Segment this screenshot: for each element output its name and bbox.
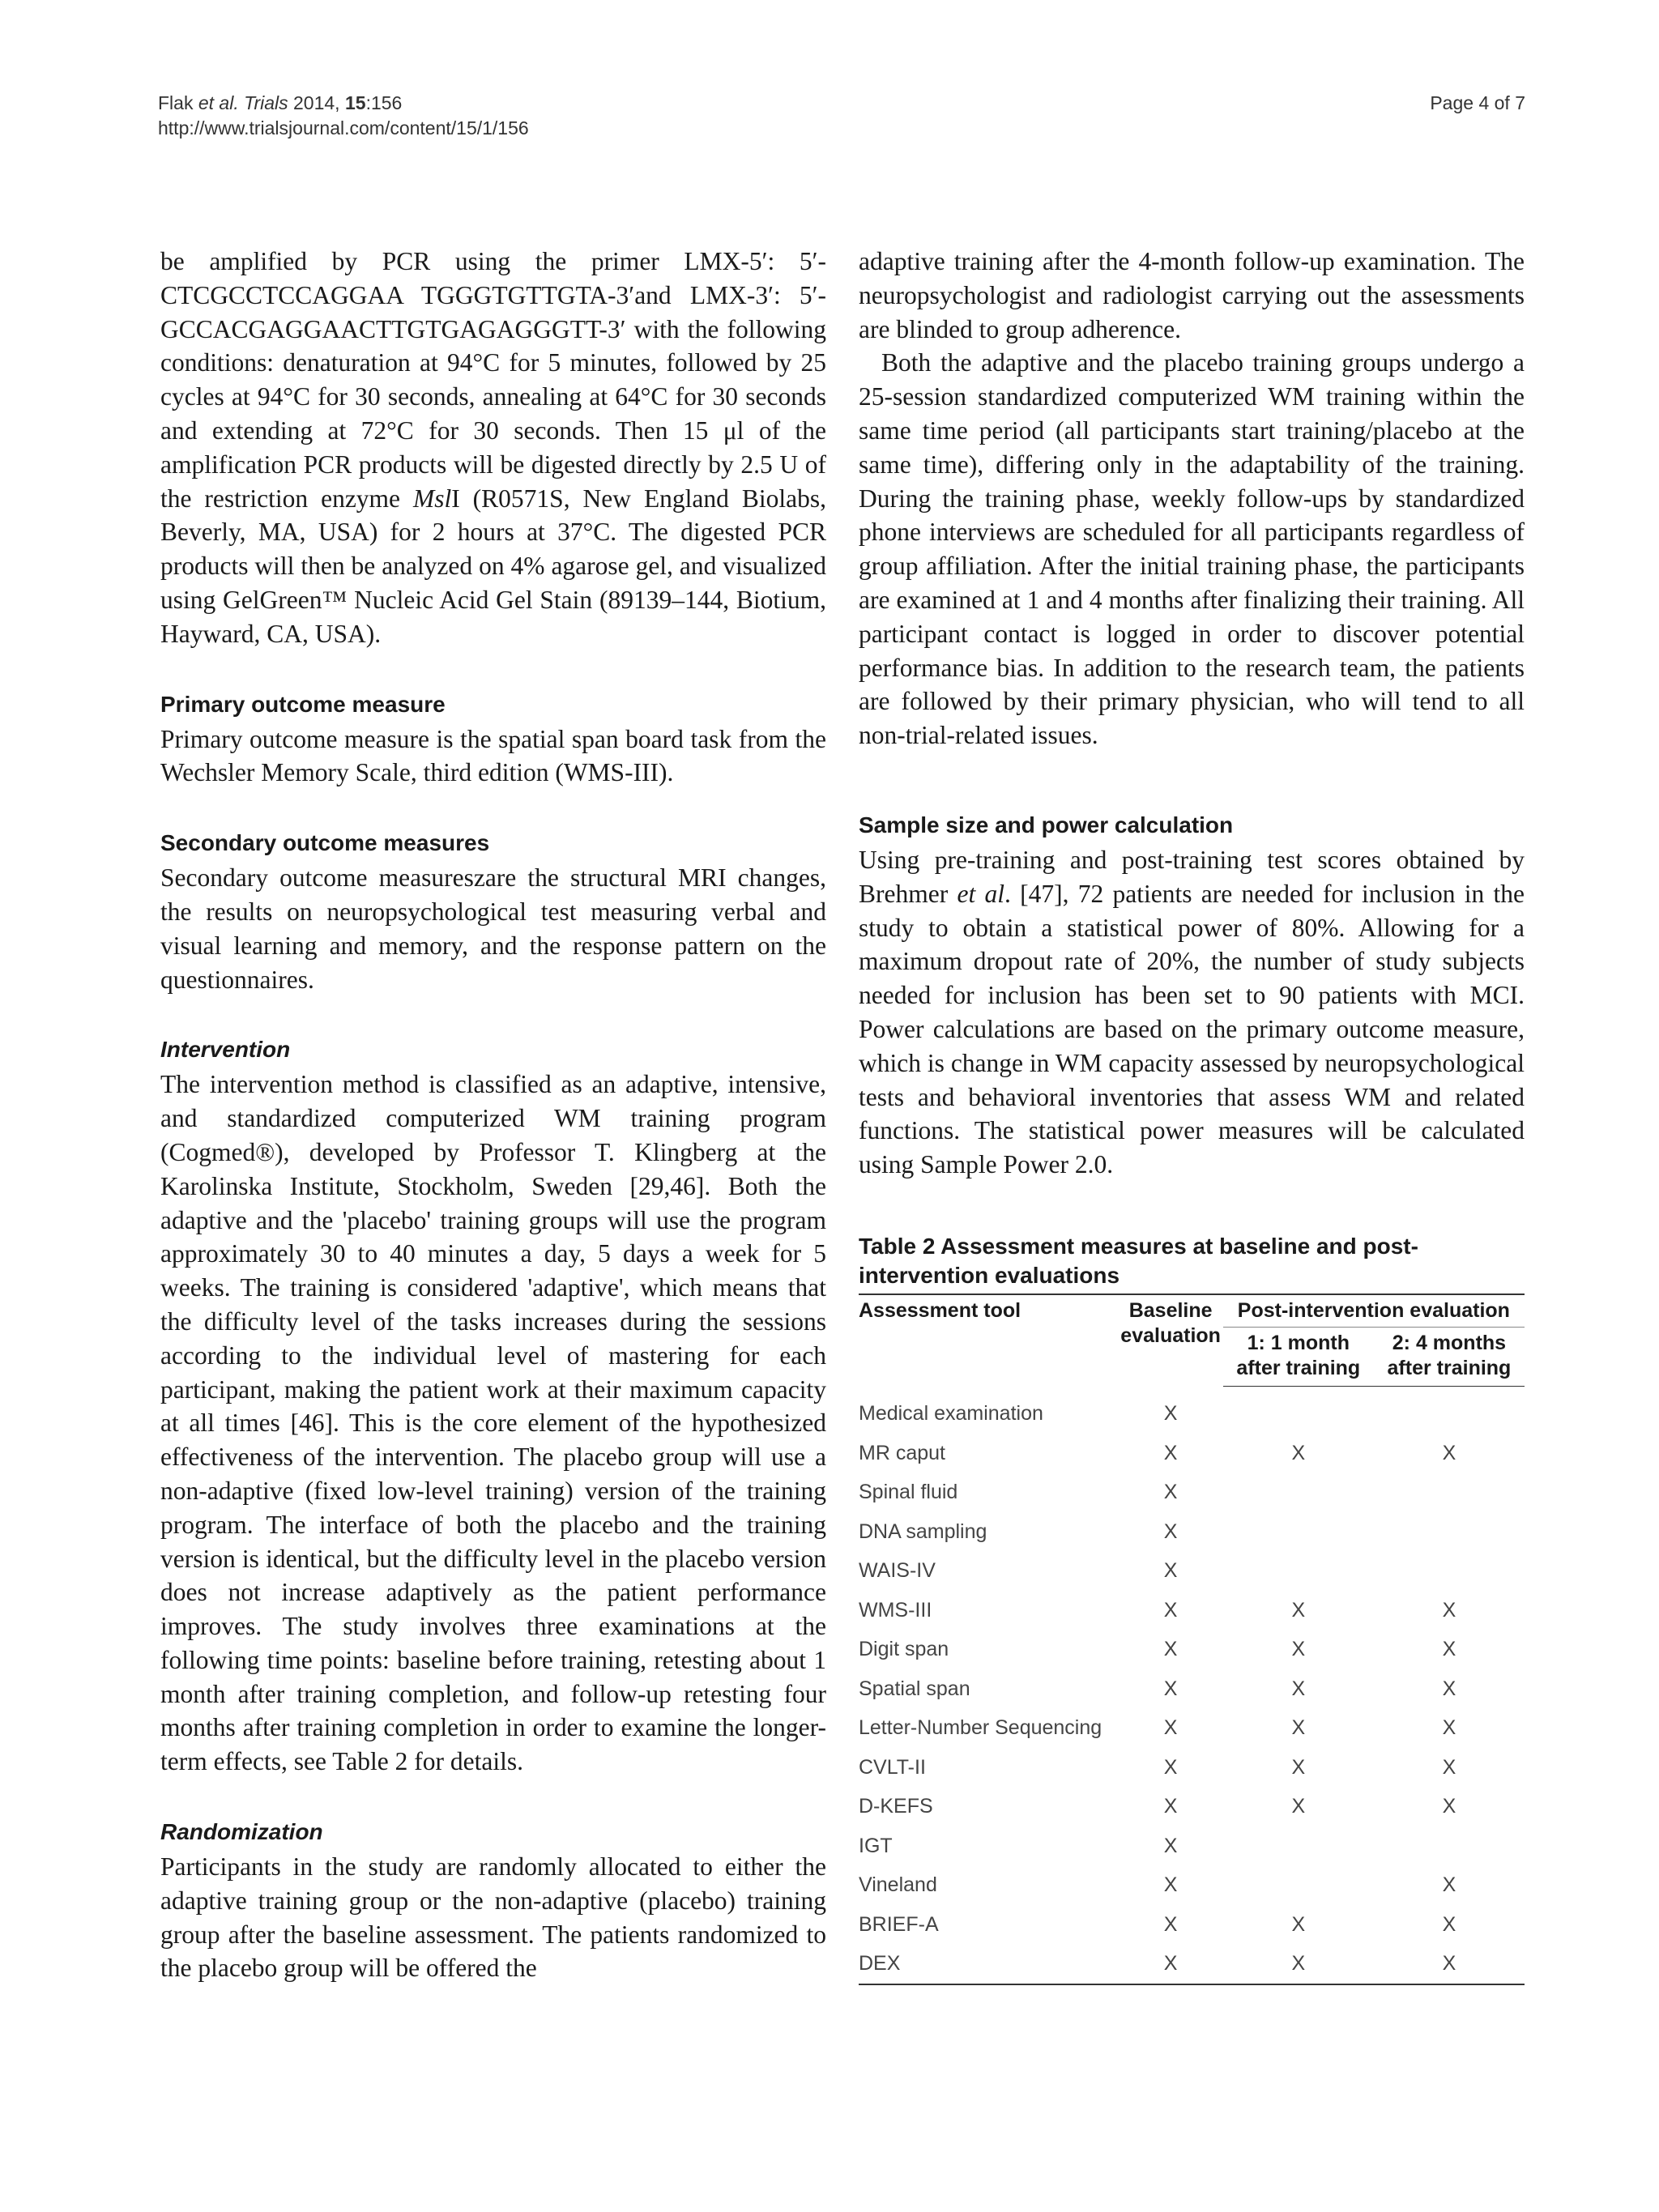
left-column (160, 245, 826, 1985)
cell-tool: Letter-Number Sequencing (859, 1716, 1102, 1740)
section-heading-primary: Primary outcome measure (160, 691, 446, 717)
table-row (859, 1945, 1525, 1985)
cell-tool: WMS-III (859, 1598, 932, 1622)
cell-tool: MR caput (859, 1441, 945, 1464)
cell-1-month: X (1291, 1795, 1306, 1818)
cell-baseline: X (1163, 1481, 1178, 1504)
training-groups-paragraph: Both the adaptive and the placebo training groups undergo a 25-session standardized computerized WM training within the same time period (all participants start training/placebo at the same time), differing only in the adaptability of the training. During the training phase, weekly follow-ups by standardized phone interviews are scheduled for all participants regardless of group affiliation. After the initial training phase, the participants are examined at 1 and 4 months after finalizing their training. All participant contact is logged in order to discover potential performance bias. In addition to the research team, the patients are followed by their primary physician, who will tend to all non-trial-related issues. (859, 348, 1525, 750)
cell-4-months (1374, 1512, 1525, 1552)
col-header-tool: Assessment tool (859, 1294, 1119, 1387)
page-number: Page 4 of 7 (1430, 92, 1525, 113)
cell-1-month (1223, 1866, 1374, 1906)
cell-baseline: X (1163, 1402, 1178, 1426)
col-header-baseline: Baseline evaluation (1119, 1294, 1223, 1387)
cell-baseline: X (1163, 1795, 1178, 1818)
cell-tool: DEX (859, 1945, 1119, 1985)
cell-baseline: X (1163, 1638, 1178, 1661)
table-row (859, 1552, 1525, 1592)
citation-line: Flak et al. Trials 2014, 15:156 (158, 92, 403, 113)
cell-baseline: X (1163, 1441, 1178, 1464)
cell-1-month (1223, 1826, 1374, 1866)
table-row (859, 1748, 1525, 1788)
section-heading-secondary: Secondary outcome measures (160, 830, 490, 856)
cell-1-month: X (1291, 1441, 1306, 1464)
cell-tool: Medical examination (859, 1402, 1043, 1426)
assessment-table (859, 1294, 1525, 1986)
cell-4-months: X (1442, 1598, 1456, 1622)
randomization-paragraph: Participants in the study are randomly allocated to either the adaptive training group or the non-adaptive (placebo) training group after the baseline assessment. The patients randomized to the placebo group will be offered the (160, 1852, 826, 1983)
cell-baseline: X (1163, 1755, 1178, 1779)
cell-tool: CVLT-II (859, 1755, 926, 1779)
cell-tool: Vineland (859, 1873, 937, 1897)
cell-tool: BRIEF-A (859, 1912, 939, 1936)
cell-1-month (1223, 1386, 1374, 1434)
cell-1-month: X (1291, 1755, 1306, 1779)
cell-tool: WAIS-IV (859, 1559, 936, 1583)
cell-1-month: X (1291, 1912, 1306, 1936)
table-row (859, 1386, 1525, 1434)
section-heading-randomization: Randomization (160, 1819, 323, 1845)
col-header-4-months: 2: 4 months after training (1374, 1327, 1525, 1386)
cell-4-months: X (1442, 1795, 1456, 1818)
cell-baseline: X (1163, 1716, 1178, 1740)
article-url[interactable]: http://www.trialsjournal.com/content/15/1/156 (158, 117, 529, 139)
cell-4-months (1374, 1552, 1525, 1592)
cell-baseline: X (1163, 1912, 1178, 1936)
cell-tool: DNA sampling (859, 1519, 987, 1543)
table-row (859, 1709, 1525, 1749)
cell-4-months: X (1442, 1716, 1456, 1740)
section-heading-sample-size: Sample size and power calculation (859, 812, 1234, 837)
cell-4-months: X (1442, 1638, 1456, 1661)
table-row (859, 1591, 1525, 1630)
cell-1-month: X (1291, 1716, 1306, 1740)
cell-1-month: X (1291, 1598, 1306, 1622)
cell-1-month (1223, 1473, 1374, 1513)
table-row (859, 1905, 1525, 1945)
table-title: Table 2 Assessment measures at baseline and post-intervention evaluations (859, 1233, 1418, 1288)
cell-4-months: X (1442, 1755, 1456, 1779)
cell-4-months: X (1442, 1873, 1456, 1897)
cell-tool: Spatial span (859, 1677, 970, 1700)
cell-tool: Spinal fluid (859, 1481, 958, 1504)
secondary-outcome-paragraph: Secondary outcome measureszare the structural MRI changes, the results on neuropsychological test measuring verbal and visual learning and memory, and the response pattern on the questionnaires. (160, 863, 826, 994)
cell-4-months (1374, 1473, 1525, 1513)
cell-1-month: X (1291, 1638, 1306, 1661)
cell-baseline: X (1163, 1677, 1178, 1700)
col-header-1-month: 1: 1 month after training (1223, 1327, 1374, 1386)
cell-4-months (1374, 1386, 1525, 1434)
cell-baseline: X (1163, 1873, 1178, 1897)
cell-tool: Digit span (859, 1638, 949, 1661)
cell-baseline: X (1163, 1598, 1178, 1622)
cell-1-month: X (1223, 1945, 1374, 1985)
cell-baseline: X (1163, 1519, 1178, 1543)
cell-tool: IGT (859, 1834, 893, 1857)
right-column (859, 245, 1525, 1985)
cell-baseline: X (1119, 1945, 1223, 1985)
section-heading-intervention: Intervention (160, 1037, 291, 1063)
table-row (859, 1473, 1525, 1513)
table-row (859, 1512, 1525, 1552)
cell-4-months: X (1442, 1912, 1456, 1936)
primary-outcome-paragraph: Primary outcome measure is the spatial span board task from the Wechsler Memory Scale, third edition (WMS-III). (160, 724, 826, 787)
table-row (859, 1434, 1525, 1473)
table-row (859, 1630, 1525, 1670)
cell-4-months (1374, 1826, 1525, 1866)
col-header-post: Post-intervention evaluation (1223, 1294, 1525, 1328)
intervention-paragraph: The intervention method is classified as an adaptive, intensive, and standardized computerized WM training program (Cogmed®), developed by Professor T. Klingberg at the Karolinska Institute, Stockholm, Sweden [29,46]. Both the adaptive and the 'placebo' training groups will use the program approximately 30 to 40 minutes a day, 5 days a week for 5 weeks. The training is considered 'adaptive', which means that the difficulty level of the tasks increases during the sessions according to the individual level of mastering for each participant, making the patient work at their maximum capacity at all times [46]. This is the core element of the hypothesized effectiveness of the intervention. The placebo group will use a non-adaptive (fixed low-level training) version of the training program. The interface of both the placebo and the training version is identical, but the difficulty level in the placebo version does not increase adaptively as the patient performance improves. The study involves three examinations at the following time points: baseline before training, retesting about 1 month after training completion, and follow-up retesting four months after training completion in order to examine the longer-term effects, see Table 2 for details. (160, 1070, 826, 1776)
table-row (859, 1826, 1525, 1866)
cell-1-month: X (1291, 1677, 1306, 1700)
sample-size-paragraph: Using pre-training and post-training test scores obtained by Brehmer et al. [47], 72 patients are needed for inclusion in the study to obtain a statistical power of 80%. Allowing for a maximum dropout rate of 20%, the number of study subjects needed for inclusion has been set to 90 patients with MCI. Power calculations are based on the primary outcome measure, which is change in WM capacity assessed by neuropsychological tests and behavioral inventories that assess WM and related functions. The statistical power measures will be calculated using Sample Power 2.0. (859, 845, 1525, 1179)
followup-paragraph: adaptive training after the 4-month follow-up examination. The neuropsychologist and radiologist carrying out the assessments are blinded to group adherence. (859, 247, 1525, 343)
cell-4-months: X (1442, 1677, 1456, 1700)
cell-tool: D-KEFS (859, 1795, 933, 1818)
table-row (859, 1866, 1525, 1906)
cell-baseline: X (1163, 1559, 1178, 1583)
cell-4-months: X (1374, 1945, 1525, 1985)
table-row (859, 1788, 1525, 1827)
running-header-citation (158, 91, 529, 141)
cell-4-months: X (1442, 1441, 1456, 1464)
pcr-paragraph: be amplified by PCR using the primer LMX-5′: 5′-CTCGCCTCCAGGAA TGGGTGTTGTA-3′and LMX-3′: 5′-GCCACGAGGAACTTGTGAGAGGGTT-3′ with the following conditions: denaturation at 94°C for 5 minutes, followed by 25 cycles at 94°C for 30 seconds, annealing at 64°C for 30 seconds and extending at 72°C for 30 seconds. Then 15 μl of the amplification PCR products will be digested directly by 2.5 U of the restriction enzyme MslI (R0571S, New England Biolabs, Beverly, MA, USA) for 2 hours at 37°C. The digested PCR products will then be analyzed on 4% agarose gel, and visualized using GelGreen™ Nucleic Acid Gel Stain (89139–144, Biotium, Hayward, CA, USA). (160, 247, 826, 648)
cell-1-month (1223, 1552, 1374, 1592)
cell-1-month (1223, 1512, 1374, 1552)
cell-baseline: X (1163, 1834, 1178, 1857)
table-row (859, 1669, 1525, 1709)
